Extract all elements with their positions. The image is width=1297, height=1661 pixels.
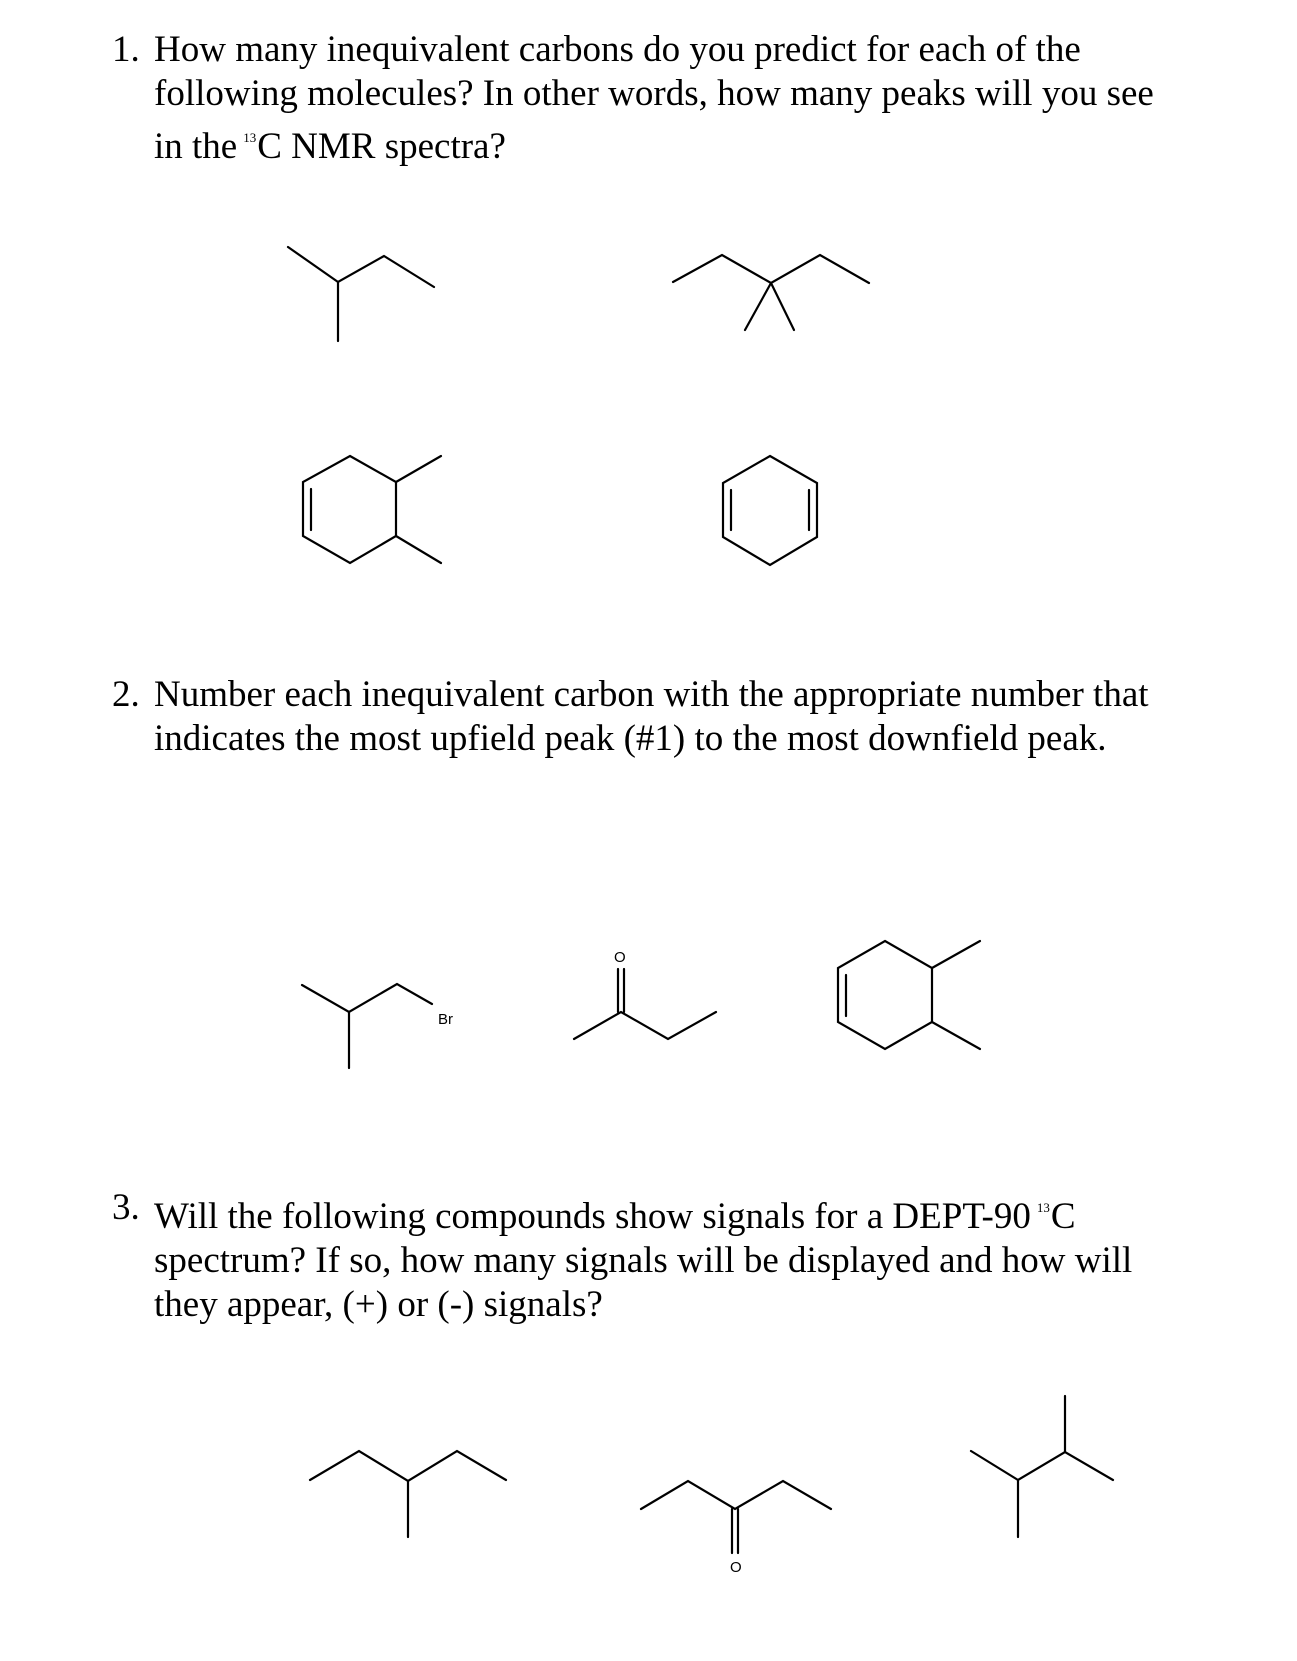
isotope-superscript: 13 bbox=[243, 130, 257, 145]
molecule-2-methylbutane bbox=[288, 247, 434, 341]
question-2-number: 2. bbox=[112, 674, 140, 715]
question-1-line-3-post: C NMR spectra? bbox=[257, 126, 506, 167]
bromine-label: Br bbox=[438, 1011, 453, 1028]
question-3-line-2: spectrum? If so, how many signals will be displayed and how will bbox=[154, 1240, 1133, 1281]
question-2-line-2: indicates the most upfield peak (#1) to the most downfield peak. bbox=[154, 718, 1107, 759]
molecule-pentanone bbox=[641, 1481, 831, 1576]
question-3-line-1-post: C bbox=[1050, 1196, 1076, 1237]
molecule-cyclohexadiene bbox=[723, 456, 817, 565]
molecule-dimethylcyclohexene bbox=[303, 456, 441, 563]
question-1-line-2: following molecules? In other words, how many peaks will you see bbox=[154, 73, 1154, 114]
molecule-quaternary-alkane bbox=[673, 255, 869, 330]
question-2-line-1: Number each inequivalent carbon with the appropriate number that bbox=[154, 674, 1149, 715]
oxygen-label-top: O bbox=[614, 949, 626, 966]
question-1-line-1: How many inequivalent carbons do you predict for each of the bbox=[154, 29, 1081, 70]
molecule-butanone bbox=[574, 949, 716, 1039]
question-3-line-3: they appear, (+) or (-) signals? bbox=[154, 1284, 603, 1325]
molecule-2-3-dimethylbutane bbox=[971, 1396, 1113, 1537]
oxygen-label-bottom: O bbox=[730, 1559, 742, 1576]
molecule-dimethylcyclohexene-2 bbox=[838, 941, 980, 1049]
question-3-line-1-pre: Will the following compounds show signals for a DEPT-90 bbox=[154, 1196, 1031, 1237]
molecule-bromoalkane bbox=[302, 984, 453, 1068]
question-3-number: 3. bbox=[112, 1187, 140, 1228]
question-1-number: 1. bbox=[112, 29, 140, 70]
molecule-3-methylpentane bbox=[310, 1451, 506, 1537]
question-1-line-3-pre: in the bbox=[154, 126, 238, 167]
isotope-superscript: 13 bbox=[1036, 1200, 1050, 1215]
